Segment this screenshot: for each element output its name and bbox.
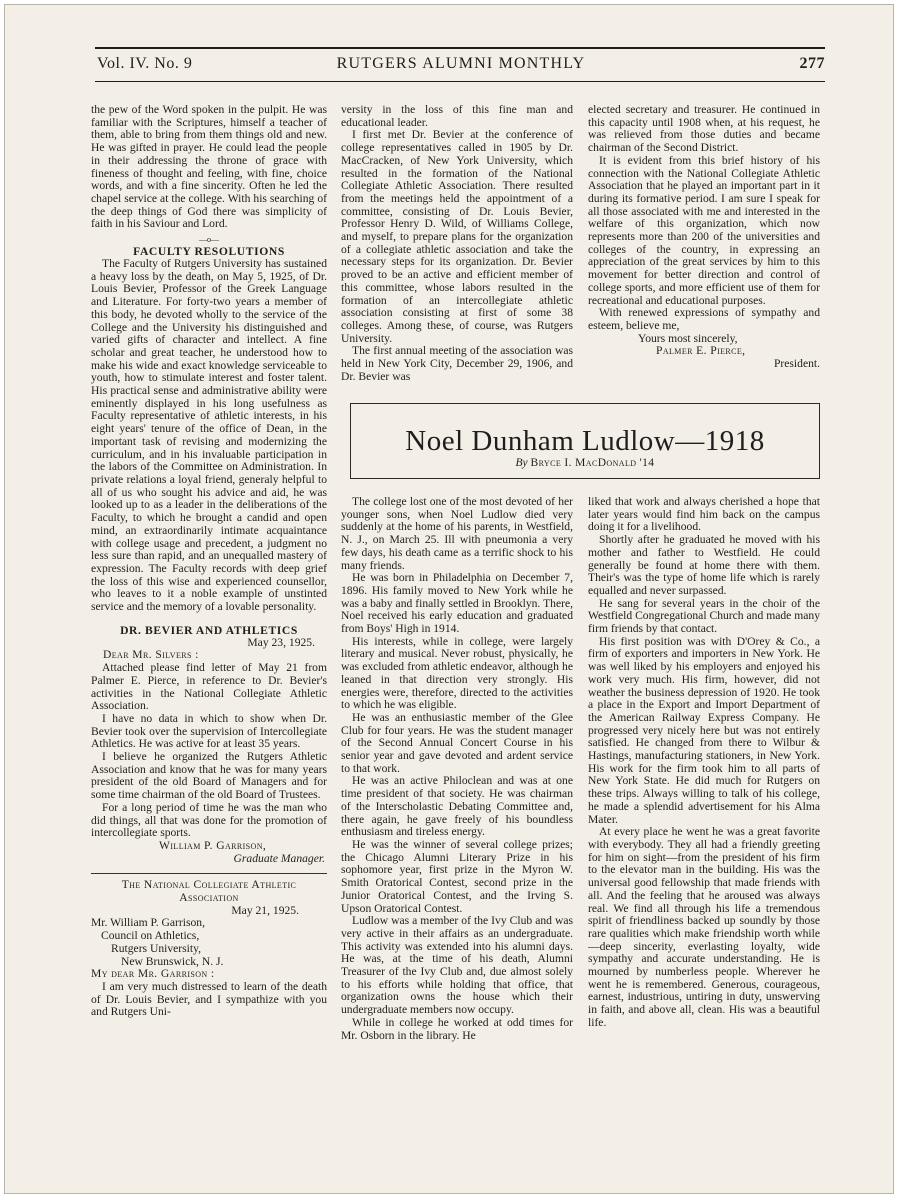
- letter2-paragraph: I first met Dr. Bevier at the conference of college representatives called in 1905 by Dr. MacCracken, of New York University, which resulted in the formation of the National Collegiate Athletic Association. There resulted from the meetings held the appointment of a committee, consisting of Dr. Louis Bevier, Professor Henry D. Wild, of Williams College, and myself, to prepare plans for the organization of a collegiate athletic association and take the necessary steps for its organization. Dr. Bevier proved to be an active and efficient member of this committee, whose labors resulted in the formation of an intercollegiate athletic association consisting at first of some 38 colleges. Among these, of course, was Rutgers University.: [341, 128, 573, 345]
- header-bottom-rule: [95, 81, 825, 82]
- article-paragraph: liked that work and always cherished a hope that later years would find him back on the campus doing it for a livelihood.: [588, 495, 820, 534]
- column-3-top: [588, 104, 820, 371]
- article-paragraph: Shortly after he graduated he moved with his mother and father to Westfield. He could generally be found at home there with them. Their's was the type of home life which is rarely equalled and never surpassed.: [588, 533, 820, 597]
- letter1-salutation: Dear Mr. Silvers :: [103, 648, 199, 662]
- address-line: Council on Athletics,: [101, 929, 200, 943]
- article-paragraph: His interests, while in college, were largely literary and musical. Never robust, physically, he was excluded from athletic endeavor, although he leaned in that direction very strongly. His energies were, therefore, directed to the activities to which he was eligible.: [341, 634, 573, 712]
- byline-author: Bryce I. MacDonald '14: [530, 457, 655, 469]
- letter2-signature-name: Palmer E. Pierce,: [656, 344, 746, 358]
- letter2-paragraph: elected secretary and treasurer. He continued in this capacity until 1908 when, at his request, he was relieved from those duties and became chairman of the Second District.: [588, 103, 820, 155]
- article-title: Noel Dunham Ludlow—1918: [405, 425, 765, 457]
- letter1-paragraph: I have no data in which to show when Dr. Bevier took over the supervision of Intercollegiate Athletics. He was active for at least 35 years.: [91, 711, 327, 751]
- address-line: Mr. William P. Garrison,: [91, 916, 205, 930]
- address-line: New Brunswick, N. J.: [121, 954, 224, 968]
- faculty-resolutions-text: The Faculty of Rutgers University has sustained a heavy loss by the death, on May 5, 1925, of Dr. Louis Bevier, Professor of the Greek Language and Literature. For forty-two years a member of this body, he devoted wholly to the service of the College and the University his distinguished and varied gifts of character and intellect. A fine scholar and great teacher, he understood how to make his wide and exact knowledge serviceable to youth, how to stimulate interest and foster talent. His practical sense and administrative ability were eminently displayed in his long usefulness as Faculty representative of athletic interests, in his eight years' tenure of the office of Dean, in the important task of revising and modernizing the curriculum, and in his invaluable participation in the labors of the Committee on Administration. In private relations a loyal friend, generaly helpful to all of us who sought his advice and aid, he was looked up to as a leader in the deliberations of the Faculty, to which he brought a candid and open mind, an extraordinarily intimate acquaintance with college usage and precedent, a judgment no less sure than rapid, and an unequalled mastery of expression. The Faculty records with deep grief the loss of this wise and experienced counsellor, who leaves to it a noble example of unstinted service and the memory of a lovable personality.: [91, 257, 327, 614]
- article-paragraph: While in college he worked at odd times for Mr. Osborn in the library. He: [341, 1015, 573, 1042]
- section-divider: —o—: [199, 235, 219, 245]
- association-letterhead-line2: Association: [179, 891, 239, 905]
- letter2-closing: Yours most sincerely,: [638, 331, 738, 345]
- column-1: [91, 104, 327, 1019]
- article-byline: [351, 457, 819, 469]
- address-line: Rutgers University,: [111, 941, 202, 955]
- article-paragraph: He was born in Philadelphia on December 7, 1896. His family moved to New York while he was a baby and finally settled in Brooklyn. There, Noel received his early education and graduated from Boys' High in 1914.: [341, 571, 573, 636]
- letter1-signature-name: William P. Garrison,: [159, 838, 267, 852]
- letter2-salutation: My dear Mr. Garrison :: [91, 967, 215, 981]
- letter1-paragraph: I believe he organized the Rutgers Athletic Association and know that he was for many years president of the old Board of Managers and for some time chairman of the old Board of Trustees.: [91, 750, 327, 802]
- letter1-paragraph: Attached please find letter of May 21 from Palmer E. Pierce, in reference to Dr. Bevier's activities in the National Collegiate Athletic Association.: [91, 661, 327, 713]
- header-top-rule: [95, 47, 825, 49]
- magazine-page: [4, 4, 894, 1194]
- athletics-heading: DR. BEVIER AND ATHLETICS: [120, 623, 298, 637]
- association-letterhead: The National Collegiate Athletic: [121, 878, 297, 892]
- running-header: [97, 55, 825, 81]
- article-paragraph: Ludlow was a member of the Ivy Club and was very active in their affairs as an undergraduate. This activity was extended into his alumni days. He was, at the time of his death, Alumni Treasurer of the Ivy Club and, due almost solely to his efforts while holding that office, that organization owns the house which their undergraduate members now occupy.: [341, 914, 573, 1017]
- faculty-resolutions-heading: FACULTY RESOLUTIONS: [133, 245, 285, 259]
- article-title-box: [350, 403, 820, 479]
- byline-by: By: [515, 457, 528, 469]
- article-paragraph: At every place he went he was a great favorite with everybody. They all had a friendly greeting for him on sight—from the president of his firm to the elevator man in the building. His was the universal good fellowship that made friends with all. And the feeling that he aroused was always real. We find all through his life a tremendous spirit of friendliness backed up soundly by those rare qualities which make friendship worth while—deep sincerity, everlasting loyalty, wide sympathy and accurate understanding. He is mourned by numberless people. Wherever he went he is remembered. Generous, courageous, earnest, industrious, untiring in duty, unswerving in faith, and above all, clean. His was a beautiful life.: [588, 825, 820, 1029]
- athletics-letter-date: May 23, 1925.: [247, 635, 315, 649]
- article-column-left: [341, 496, 573, 1042]
- column-2-top: [341, 104, 573, 383]
- memorial-text-continued: the pew of the Word spoken in the pulpit. He was familiar with the Scriptures, himself a teacher of them, able to bring from them things old and new. He was gifted in prayer. He could lead the people in their addressing the throne of grace with fineness of thought and feeling, with fine, choice words, and with a fine sincerity. Often he led the chapel service at the college. With his searching of the deep things of God there was simplicity of faith in his Saviour and Lord.: [91, 103, 327, 231]
- article-paragraph: The college lost one of the most devoted of her younger sons, when Noel Ludlow died very suddenly at the home of his parents, in Westfield, N. J., on March 25. Ill with pneumonia a very few days, his death came as a terrific shock to his many friends.: [341, 495, 573, 572]
- letter1-signature-title: Graduate Manager.: [233, 851, 325, 865]
- letter2-signature-title: President.: [773, 357, 820, 371]
- letter2-date: May 21, 1925.: [231, 903, 299, 917]
- article-paragraph: His first position was with D'Orey & Co., a firm of exporters and importers in New York. He was well liked by his employers and enjoyed his work very much. His firm, however, did not weather the business depression of 1920. He took a place in the Export and Import Department of the American Railway Express Company. He progressed very nicely here but was not entirely satisfied. He changed from there to Wilbur & Hastings, manufacturing stationers, in New York. His work for the firm took him to all parts of New York State. He did much for Rutgers on these trips. Always willing to talk of his college, he made a splendid advertisement for his Alma Mater.: [588, 634, 820, 826]
- magazine-title: RUTGERS ALUMNI MONTHLY: [336, 55, 586, 72]
- article-paragraph: He was an active Philoclean and was at one time president of that society. He was chairman of the Interscholastic Debating Committee and, there again, he gave freely of his boundless enthusiasm and tireless energy.: [341, 774, 573, 839]
- letter2-paragraph: The first annual meeting of the association was held in New York City, December 29, 1906, and Dr. Bevier was: [341, 344, 573, 383]
- letter1-paragraph: For a long period of time he was the man who did things, all that was done for the promotion of intercollegiate sports.: [91, 800, 327, 840]
- letter2-paragraph: With renewed expressions of sympathy and esteem, believe me,: [588, 306, 820, 332]
- volume-number: Vol. IV. No. 9: [97, 55, 193, 72]
- page-number: 277: [799, 55, 825, 72]
- article-column-right: [588, 496, 820, 1030]
- article-paragraph: He sang for several years in the choir of the Westfield Congregational Church and made many firm friends by that contact.: [588, 596, 820, 636]
- letter2-paragraph: I am very much distressed to learn of the death of Dr. Louis Bevier, and I sympathize with you and Rutgers Uni-: [91, 980, 327, 1019]
- letter2-paragraph: It is evident from this brief history of his connection with the National Collegiate Athletic Association that he played an important part in it during its formative period. I am sure I speak for all those associated with me and interested in the welfare of this organization, which now represents more than 200 of the universities and colleges of the country, in expressing an appreciation of the great services by him to this movement for better direction and control of college sports, and more efficient use of them for recreational and educational purposes.: [588, 153, 820, 307]
- letter-separator: [91, 873, 327, 874]
- divider-ornament: o: [207, 235, 211, 245]
- article-paragraph: He was the winner of several college prizes; the Chicago Alumni Literary Prize in his sophomore year, first prize in the Myron W. Smith Oratorical Contest, second prize in the Junior Oratorical Contest, and the Irving S. Upson Oratorical Contest.: [341, 837, 573, 915]
- letter2-paragraph: versity in the loss of this fine man and educational leader.: [341, 103, 573, 129]
- article-paragraph: He was an enthusiastic member of the Glee Club for four years. He was the student manager of the Second Annual Concert Course in his senior year and gave devoted and ardent service to that work.: [341, 710, 573, 775]
